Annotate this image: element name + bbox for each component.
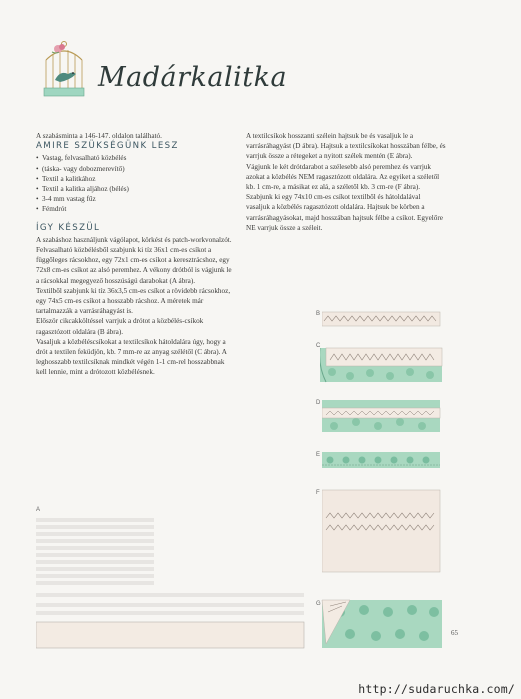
material-item: • Vastag, felvasalható közbélés <box>36 153 232 163</box>
step-paragraph: Textilből szabjunk ki tíz 36x3,5 cm-es csíkot a rövidebb rácsokhoz, egy 74x5 cm-es csíkot a hosszabb rácshoz. A méretek már tartalmazzák a varrásráhagyást is. <box>36 286 231 316</box>
steps-heading: ÍGY KÉSZÜL <box>36 222 101 233</box>
figure-g-folded-base <box>320 598 444 650</box>
materials-list <box>36 153 232 214</box>
materials-heading: AMIRE SZÜKSÉGÜNK LESZ <box>36 141 179 152</box>
step-paragraph: Először cikcakköltéssel varrjuk a drótot a közbélés-csíkok ragasztózott oldalára (B ábra). <box>36 317 204 336</box>
step-paragraph: Vágjunk le két drótdarabot a szélesebb alsó peremhez és varrjuk azokat a közbélés NEM ragasztózott oldalára. Az egyiket a széletől kb. 1 cm-re, a másikat ez alá, a széletől kb. 3 cm-re (F ábra). <box>246 162 440 192</box>
page-title: Madárkalitka <box>98 62 288 93</box>
figure-label-e: E <box>316 452 321 458</box>
figure-label-b: B <box>316 311 321 317</box>
figure-label-a: A <box>36 507 41 513</box>
step-paragraph: Vasaljuk a közbéléscsíkokat a textilcsíkok hátoldalára úgy, hogy a drót a textilen feküdjön, kb. 7 mm-re az anyag szélétől (C ábra). A leghosszabb textilcsíknak mindkét végén 1-1 cm-rel hosszabbnak kell lennie, mint a drótozott közbélésnek. <box>36 337 227 377</box>
material-note: (táska- vagy dobozmerevítő) <box>42 164 125 173</box>
step-paragraph: A szabáshoz használjunk vágólapot, körkést és patch-workvonalzót. <box>36 235 232 244</box>
figure-label-c: C <box>316 343 321 349</box>
left-column <box>36 131 232 378</box>
figure-b-zigzag-strip <box>322 310 442 328</box>
material-item: • 3-4 mm vastag fűz <box>36 194 232 204</box>
figure-label-g: G <box>316 601 321 607</box>
material-item: • Textil a kalitka aljához (bélés) <box>36 184 232 194</box>
figure-e-sewn-strip <box>322 450 442 470</box>
step-paragraph: Szabjunk ki egy 74x10 cm-es csíkot textilből és hátoldalával vasaljuk a közbélés ragasztózott oldalára. Hajtsuk be körben a varrásráhagyásokat, majd hosszában hajtsuk félbe a csíkot. Egyelőre NE varrjuk össze a széleit. <box>246 193 443 232</box>
material-item-note <box>36 164 232 174</box>
birdcage-illustration <box>40 40 88 102</box>
watermark-url: http://sudaruchka.com/ <box>358 682 515 696</box>
figure-label-f: F <box>316 490 320 496</box>
step-paragraph: Felvasalható közbélésből szabjunk ki tíz 36x1 cm-es csíkot a függőleges rácsokhoz, egy 72x1 cm-es csíkot a keresztrácshoz, egy 72x8 cm-es csíkot az alsó peremhez. A vékony drótból is vágjunk le a rácsokkal megegyező hosszúságú darabokat (A ábra). <box>36 246 232 285</box>
step-paragraph: A textilcsíkok hosszanti szélein hajtsuk be és vasaljuk le a varrásráhagyást (D ábra). Hajtsuk a textilcsíkokat hosszában félbe, és varrjuk össze a rétegeket a nyitott szélek mentén (E ábra). <box>246 132 446 161</box>
figure-label-d: D <box>316 400 321 406</box>
material-item: • Fémdrót <box>36 204 232 214</box>
material-item: • Textil a kalitkához <box>36 174 232 184</box>
figure-c-fabric-strip <box>320 342 444 384</box>
pattern-reference: A szabásminta a 146-147. oldalon található. <box>36 132 162 140</box>
figure-a-strips <box>36 516 308 651</box>
right-column <box>246 131 446 233</box>
page-number: 65 <box>451 629 458 637</box>
figure-f-base-strip <box>322 488 442 576</box>
figure-d-folded-strip <box>322 398 442 434</box>
